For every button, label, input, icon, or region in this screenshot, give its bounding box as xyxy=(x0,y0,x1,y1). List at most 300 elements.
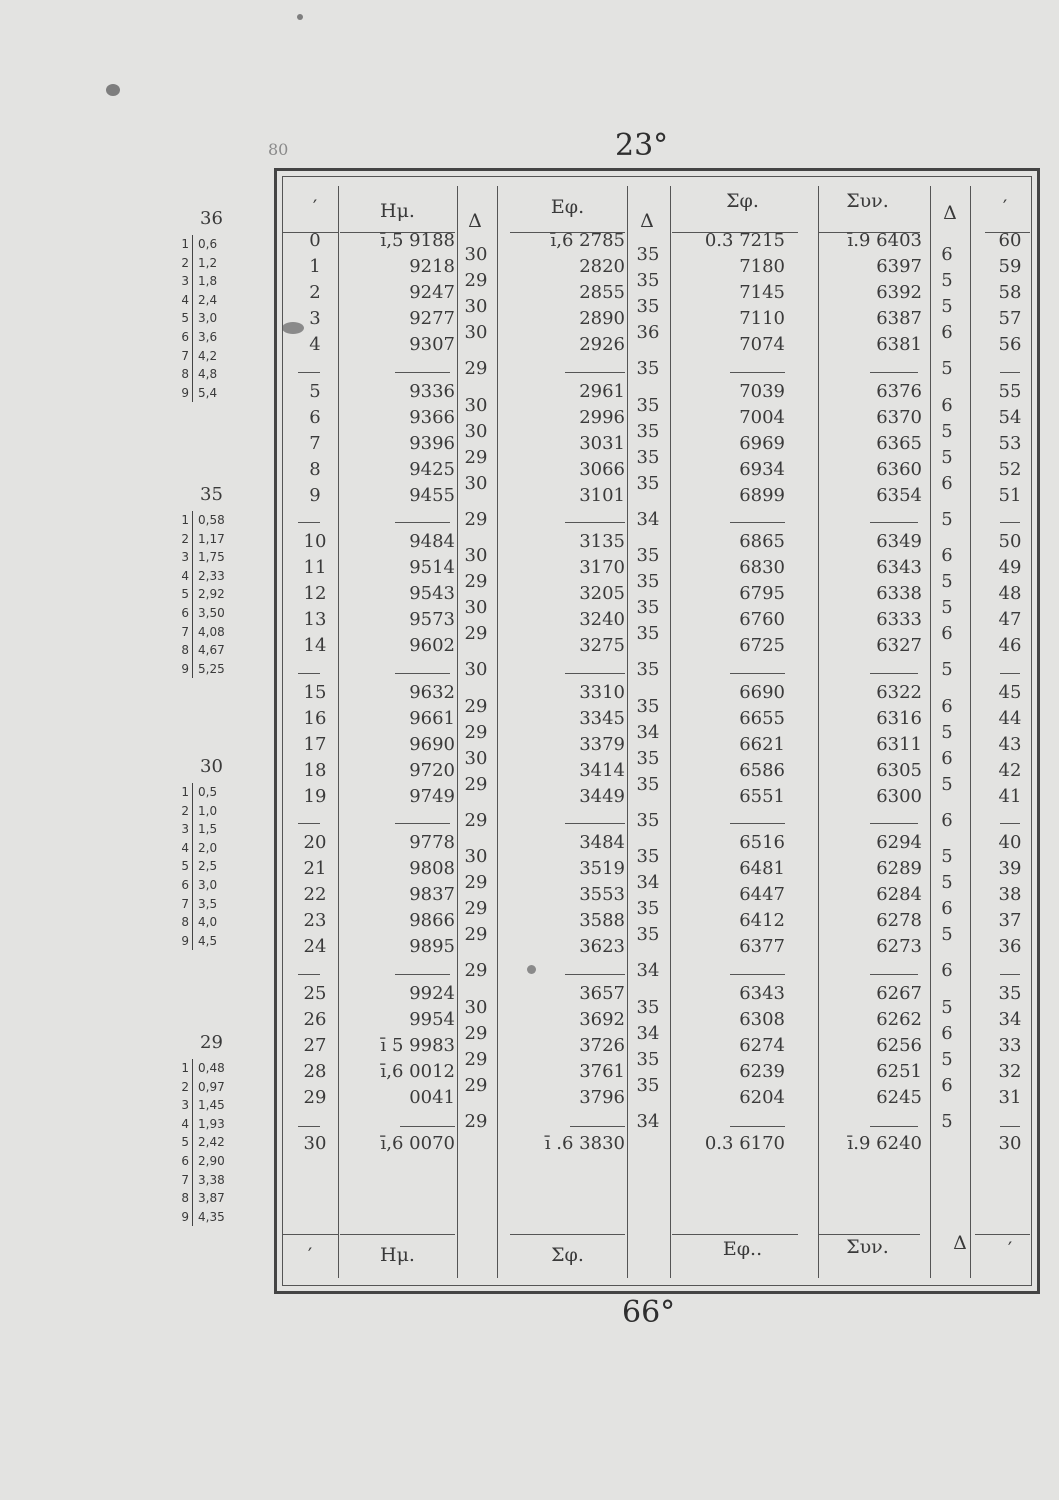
group-separator xyxy=(1000,372,1020,373)
pp-multiplier: 5 xyxy=(181,311,189,326)
tangent-value: ī .6 3830 xyxy=(544,1133,625,1154)
cosine-difference: 6 xyxy=(941,898,953,920)
pp-value: 3,5 xyxy=(193,895,252,914)
group-separator xyxy=(870,372,918,373)
top-degree-heading: 23° xyxy=(615,128,669,163)
tangent-difference: 36 xyxy=(636,322,660,344)
proportional-parts-row xyxy=(170,235,251,254)
sine-difference: 30 xyxy=(464,394,488,416)
cosine-value: 6338 xyxy=(876,583,922,605)
cosine-difference: 6 xyxy=(941,623,953,645)
sine-difference: 30 xyxy=(464,545,488,567)
pp-multiplier: 4 xyxy=(181,292,189,307)
pp-value: 2,0 xyxy=(193,839,252,858)
minute-value: 29 xyxy=(303,1086,327,1108)
proportional-parts-row xyxy=(170,932,251,951)
cotangent-value: 6934 xyxy=(739,458,785,480)
cotangent-value: 7004 xyxy=(739,406,785,428)
sine-difference: 29 xyxy=(464,898,488,920)
minute-value: 30 xyxy=(303,1133,327,1154)
tangent-value: 3240 xyxy=(579,609,625,631)
proportional-parts-row xyxy=(170,876,251,895)
footer-rule xyxy=(510,1234,625,1235)
tangent-difference: 35 xyxy=(636,1074,660,1096)
cotangent-value: 6760 xyxy=(739,609,785,631)
pp-multiplier: 7 xyxy=(181,348,189,363)
proportional-parts-block xyxy=(170,756,251,950)
pp-value: 3,0 xyxy=(193,309,252,328)
pp-value: 2,90 xyxy=(193,1152,252,1171)
tangent-difference: 35 xyxy=(636,898,660,920)
proportional-parts-row xyxy=(170,641,251,660)
proportional-parts-row xyxy=(170,254,251,273)
tangent-difference: 35 xyxy=(636,1048,660,1070)
cotangent-value: 6621 xyxy=(739,733,785,755)
cosine-value: ī.9 6240 xyxy=(847,1133,922,1154)
group-separator xyxy=(565,673,625,674)
header-minutes-right: ′ xyxy=(1002,196,1008,218)
sine-value: 9837 xyxy=(409,884,455,906)
minute-value: 16 xyxy=(303,707,327,729)
sine-value: 9924 xyxy=(409,982,455,1004)
cosine-difference: 5 xyxy=(941,1048,953,1070)
proportional-parts-row xyxy=(170,895,251,914)
minute-value: 4 xyxy=(309,334,321,356)
sine-value: 0041 xyxy=(409,1086,455,1108)
minute-value-right: 40 xyxy=(998,832,1022,853)
group-separator xyxy=(730,823,785,824)
cosine-value: 6267 xyxy=(876,982,922,1004)
cosine-difference: 5 xyxy=(941,846,953,868)
column-rule xyxy=(457,186,458,1278)
minute-value-right: 51 xyxy=(998,484,1022,506)
proportional-parts-block xyxy=(170,1032,251,1226)
minute-value: 17 xyxy=(303,733,327,755)
group-separator xyxy=(870,974,918,975)
group-separator xyxy=(870,673,918,674)
cosine-value: 6392 xyxy=(876,282,922,304)
cosine-value: 6387 xyxy=(876,308,922,330)
tangent-value: 3519 xyxy=(579,858,625,880)
pp-value: 1,0 xyxy=(193,802,252,821)
column-rule xyxy=(497,186,498,1278)
minute-value-right: 46 xyxy=(998,635,1022,657)
group-separator xyxy=(298,372,320,373)
sine-value: 9336 xyxy=(409,380,455,402)
pp-multiplier: 4 xyxy=(181,840,189,855)
group-separator xyxy=(730,372,785,373)
cosine-difference: 5 xyxy=(941,270,953,292)
cosine-difference: 6 xyxy=(941,394,953,416)
header-tangent: Εφ. xyxy=(550,196,585,218)
minute-value: 15 xyxy=(303,681,327,703)
sine-value: ī,6 0012 xyxy=(380,1060,455,1082)
column-rule xyxy=(627,186,628,1278)
minute-value: 27 xyxy=(303,1034,327,1056)
group-separator xyxy=(730,673,785,674)
sine-value: 9895 xyxy=(409,936,455,958)
pp-multiplier: 7 xyxy=(181,896,189,911)
cosine-difference: 5 xyxy=(941,659,953,681)
cotangent-value: 0.3 6170 xyxy=(704,1133,785,1154)
minute-value-right: 55 xyxy=(998,380,1022,402)
cosine-value: 6245 xyxy=(876,1086,922,1108)
sine-value: 9690 xyxy=(409,733,455,755)
proportional-parts-row xyxy=(170,511,251,530)
tangent-value: 3135 xyxy=(579,531,625,552)
proportional-parts-row xyxy=(170,802,251,821)
group-separator xyxy=(1000,823,1020,824)
tangent-difference: 34 xyxy=(636,721,660,743)
tangent-value: 3484 xyxy=(579,832,625,853)
cosine-difference: 5 xyxy=(941,571,953,593)
cosine-value: 6262 xyxy=(876,1008,922,1030)
proportional-parts-head: 29 xyxy=(200,1032,223,1053)
pp-value: 2,5 xyxy=(193,857,252,876)
minute-value-right: 31 xyxy=(998,1086,1022,1108)
cosine-value: 6322 xyxy=(876,681,922,703)
minute-value-right: 44 xyxy=(998,707,1022,729)
sine-difference: 29 xyxy=(464,358,488,380)
footer-rule xyxy=(975,1234,1030,1235)
sine-value: 9808 xyxy=(409,858,455,880)
sine-difference: 30 xyxy=(464,472,488,494)
cosine-value: 6354 xyxy=(876,484,922,506)
pp-multiplier: 7 xyxy=(181,1172,189,1187)
minute-value: 13 xyxy=(303,609,327,631)
minute-value: 8 xyxy=(309,458,321,480)
minute-value-right: 35 xyxy=(998,982,1022,1004)
minute-value-right: 38 xyxy=(998,884,1022,906)
tangent-value: 2820 xyxy=(579,256,625,278)
pp-value: 4,5 xyxy=(193,932,252,951)
pp-multiplier: 4 xyxy=(181,1116,189,1131)
tangent-difference: 35 xyxy=(636,747,660,769)
minute-value: 19 xyxy=(303,785,327,807)
tangent-difference: 34 xyxy=(636,960,660,982)
proportional-parts-row xyxy=(170,272,251,291)
pp-value: 2,42 xyxy=(193,1133,252,1152)
cosine-value: 6289 xyxy=(876,858,922,880)
cosine-difference: 5 xyxy=(941,420,953,442)
proportional-parts-row xyxy=(170,365,251,384)
cotangent-value: 6586 xyxy=(739,759,785,781)
cotangent-value: 6377 xyxy=(739,936,785,958)
pp-multiplier: 9 xyxy=(181,385,189,400)
pp-value: 5,25 xyxy=(193,660,252,679)
tangent-value: 3761 xyxy=(579,1060,625,1082)
tangent-value: 3170 xyxy=(579,557,625,579)
minute-value: 20 xyxy=(303,832,327,853)
pp-value: 4,67 xyxy=(193,641,252,660)
pp-multiplier: 9 xyxy=(181,1209,189,1224)
minute-value-right: 42 xyxy=(998,759,1022,781)
pp-value: 3,38 xyxy=(193,1171,252,1190)
pp-multiplier: 1 xyxy=(181,1061,189,1075)
tangent-value: 2961 xyxy=(579,380,625,402)
group-separator xyxy=(870,522,918,523)
pp-value: 0,5 xyxy=(193,783,252,802)
pp-multiplier: 3 xyxy=(181,822,189,837)
tangent-difference: 35 xyxy=(636,924,660,946)
minute-value: 26 xyxy=(303,1008,327,1030)
pp-multiplier: 3 xyxy=(181,550,189,565)
pp-value: 4,8 xyxy=(193,365,252,384)
proportional-parts-row xyxy=(170,1078,251,1097)
sine-value: 9778 xyxy=(409,832,455,853)
pp-multiplier: 2 xyxy=(181,1079,189,1094)
tangent-difference: 35 xyxy=(636,571,660,593)
tangent-value: 2890 xyxy=(579,308,625,330)
cotangent-value: 6447 xyxy=(739,884,785,906)
cosine-difference: 6 xyxy=(941,695,953,717)
pp-value: 1,75 xyxy=(193,548,252,567)
pp-multiplier: 1 xyxy=(181,513,189,527)
header-cosine: Συν. xyxy=(846,190,889,212)
proportional-parts-row xyxy=(170,567,251,586)
proportional-parts-row xyxy=(170,530,251,549)
group-separator xyxy=(570,1126,625,1127)
pp-multiplier: 2 xyxy=(181,255,189,270)
sine-value: 9277 xyxy=(409,308,455,330)
sine-difference: 30 xyxy=(464,996,488,1018)
header-cotangent: Σφ. xyxy=(726,190,759,212)
tangent-difference: 35 xyxy=(636,545,660,567)
tangent-difference: 34 xyxy=(636,872,660,894)
pp-multiplier: 8 xyxy=(181,915,189,930)
tangent-difference: 35 xyxy=(636,420,660,442)
minute-value: 9 xyxy=(309,484,321,506)
sine-value: ī 5 9983 xyxy=(380,1034,455,1056)
proportional-parts-head: 36 xyxy=(200,208,223,229)
cotangent-value: 6725 xyxy=(739,635,785,657)
sine-value: 9484 xyxy=(409,531,455,552)
minute-value: 23 xyxy=(303,910,327,932)
column-rule xyxy=(930,186,931,1278)
proportional-parts-row xyxy=(170,1096,251,1115)
bottom-degree-heading: 66° xyxy=(622,1295,676,1330)
proportional-parts-row xyxy=(170,1133,251,1152)
cosine-value: 6300 xyxy=(876,785,922,807)
cosine-difference: 5 xyxy=(941,597,953,619)
sine-difference: 30 xyxy=(464,659,488,681)
group-separator xyxy=(730,974,785,975)
cosine-difference: 5 xyxy=(941,1110,953,1132)
pp-multiplier: 9 xyxy=(181,661,189,676)
minute-value: 18 xyxy=(303,759,327,781)
proportional-parts-row xyxy=(170,309,251,328)
sine-difference: 30 xyxy=(464,322,488,344)
sine-difference: 29 xyxy=(464,623,488,645)
group-separator xyxy=(298,522,320,523)
tangent-difference: 35 xyxy=(636,244,660,266)
minute-value: 12 xyxy=(303,583,327,605)
pp-value: 0,6 xyxy=(193,235,252,254)
sine-difference: 29 xyxy=(464,571,488,593)
cosine-difference: 5 xyxy=(941,872,953,894)
cosine-difference: 6 xyxy=(941,472,953,494)
group-separator xyxy=(395,522,450,523)
minute-value-right: 56 xyxy=(998,334,1022,356)
header-delta-sine: Δ xyxy=(468,210,482,232)
proportional-parts-row xyxy=(170,1208,251,1227)
group-separator xyxy=(298,1126,320,1127)
pp-value: 4,0 xyxy=(193,913,252,932)
tangent-difference: 35 xyxy=(636,809,660,831)
cosine-difference: 5 xyxy=(941,446,953,468)
minute-value: 28 xyxy=(303,1060,327,1082)
sine-value: 9455 xyxy=(409,484,455,506)
cosine-value: 6365 xyxy=(876,432,922,454)
pp-value: 3,50 xyxy=(193,604,252,623)
cosine-difference: 6 xyxy=(941,960,953,982)
pp-value: 1,5 xyxy=(193,820,252,839)
footer-minutes-right: ′ xyxy=(1007,1238,1013,1260)
cosine-value: 6327 xyxy=(876,635,922,657)
cotangent-value: 6655 xyxy=(739,707,785,729)
pencil-mark: 80 xyxy=(268,140,289,159)
minute-value-right: 52 xyxy=(998,458,1022,480)
cotangent-value: 6274 xyxy=(739,1034,785,1056)
pp-multiplier: 6 xyxy=(181,605,189,620)
cotangent-value: 7039 xyxy=(739,380,785,402)
minute-value: 14 xyxy=(303,635,327,657)
sine-difference: 29 xyxy=(464,1074,488,1096)
pp-multiplier: 4 xyxy=(181,568,189,583)
tangent-value: 3692 xyxy=(579,1008,625,1030)
sine-difference: 29 xyxy=(464,1022,488,1044)
minute-value-right: 48 xyxy=(998,583,1022,605)
proportional-parts-block xyxy=(170,208,251,402)
proportional-parts-row xyxy=(170,1171,251,1190)
proportional-parts-row xyxy=(170,291,251,310)
footer-sine: Ημ. xyxy=(380,1244,415,1266)
minute-value: 11 xyxy=(303,557,327,579)
sine-value: 9573 xyxy=(409,609,455,631)
proportional-parts-row xyxy=(170,913,251,932)
cosine-value: 6376 xyxy=(876,380,922,402)
pp-value: 3,0 xyxy=(193,876,252,895)
tangent-value: 3275 xyxy=(579,635,625,657)
pp-multiplier: 5 xyxy=(181,859,189,874)
group-separator xyxy=(730,522,785,523)
cotangent-value: 6204 xyxy=(739,1086,785,1108)
pp-value: 1,45 xyxy=(193,1096,252,1115)
proportional-parts-row xyxy=(170,548,251,567)
ink-stain xyxy=(297,14,303,20)
pp-multiplier: 6 xyxy=(181,1153,189,1168)
cotangent-value: 6412 xyxy=(739,910,785,932)
sine-value: 9602 xyxy=(409,635,455,657)
tangent-value: 3657 xyxy=(579,982,625,1004)
cosine-value: 6294 xyxy=(876,832,922,853)
sine-value: 9661 xyxy=(409,707,455,729)
sine-value: 9247 xyxy=(409,282,455,304)
pp-value: 1,8 xyxy=(193,272,252,291)
pp-multiplier: 3 xyxy=(181,274,189,289)
proportional-parts-row xyxy=(170,820,251,839)
minute-value-right: 59 xyxy=(998,256,1022,278)
sine-difference: 29 xyxy=(464,809,488,831)
proportional-parts-row xyxy=(170,857,251,876)
pp-multiplier: 5 xyxy=(181,587,189,602)
proportional-parts-row xyxy=(170,839,251,858)
column-rule xyxy=(970,186,971,1278)
sine-difference: 29 xyxy=(464,721,488,743)
cosine-value: 6360 xyxy=(876,458,922,480)
sine-difference: 30 xyxy=(464,244,488,266)
footer-minutes: ′ xyxy=(307,1244,313,1266)
group-separator xyxy=(298,823,320,824)
minute-value: 2 xyxy=(309,282,321,304)
minute-value-right: 53 xyxy=(998,432,1022,454)
group-separator xyxy=(565,974,625,975)
cosine-difference: 6 xyxy=(941,322,953,344)
pp-value: 2,33 xyxy=(193,567,252,586)
pp-multiplier: 5 xyxy=(181,1135,189,1150)
sine-difference: 29 xyxy=(464,1048,488,1070)
minute-value-right: 54 xyxy=(998,406,1022,428)
header-sine: Ημ. xyxy=(380,200,415,222)
cosine-value: 6349 xyxy=(876,531,922,552)
column-rule xyxy=(818,186,819,1278)
cosine-value: 6256 xyxy=(876,1034,922,1056)
pp-value: 1,2 xyxy=(193,254,252,273)
proportional-parts-row xyxy=(170,347,251,366)
sine-difference: 30 xyxy=(464,296,488,318)
sine-value: 9366 xyxy=(409,406,455,428)
tangent-difference: 35 xyxy=(636,358,660,380)
sine-value: 9307 xyxy=(409,334,455,356)
tangent-value: 2996 xyxy=(579,406,625,428)
footer-cosine: Συν. xyxy=(846,1236,889,1258)
proportional-parts-row xyxy=(170,604,251,623)
sine-value: 9396 xyxy=(409,432,455,454)
cosine-value: 6397 xyxy=(876,256,922,278)
footer-cotangent: Σφ. xyxy=(551,1244,584,1266)
cotangent-value: 7180 xyxy=(739,256,785,278)
tangent-difference: 35 xyxy=(636,623,660,645)
cosine-difference: 6 xyxy=(941,1022,953,1044)
tangent-value: 3449 xyxy=(579,785,625,807)
cotangent-value: 6308 xyxy=(739,1008,785,1030)
sine-difference: 29 xyxy=(464,773,488,795)
cotangent-value: 7110 xyxy=(739,308,785,330)
column-rule xyxy=(670,186,671,1278)
header-delta-cosine: Δ xyxy=(943,202,957,224)
sine-value: 9632 xyxy=(409,681,455,703)
cosine-difference: 6 xyxy=(941,1074,953,1096)
pp-value: 4,08 xyxy=(193,623,252,642)
pp-multiplier: 9 xyxy=(181,933,189,948)
footer-delta: Δ xyxy=(953,1232,967,1254)
cosine-value: 6381 xyxy=(876,334,922,356)
tangent-value: 3205 xyxy=(579,583,625,605)
cotangent-value: 7145 xyxy=(739,282,785,304)
minute-value: 10 xyxy=(303,531,327,552)
tangent-value: 3310 xyxy=(579,681,625,703)
minute-value-right: 45 xyxy=(998,681,1022,703)
group-separator xyxy=(395,673,450,674)
tangent-value: 3101 xyxy=(579,484,625,506)
group-separator xyxy=(395,974,450,975)
proportional-parts-row xyxy=(170,783,251,802)
cosine-difference: 5 xyxy=(941,508,953,530)
group-separator xyxy=(1000,974,1020,975)
sine-difference: 29 xyxy=(464,1110,488,1132)
tangent-value: ī,6 2785 xyxy=(550,230,625,251)
pp-multiplier: 2 xyxy=(181,803,189,818)
